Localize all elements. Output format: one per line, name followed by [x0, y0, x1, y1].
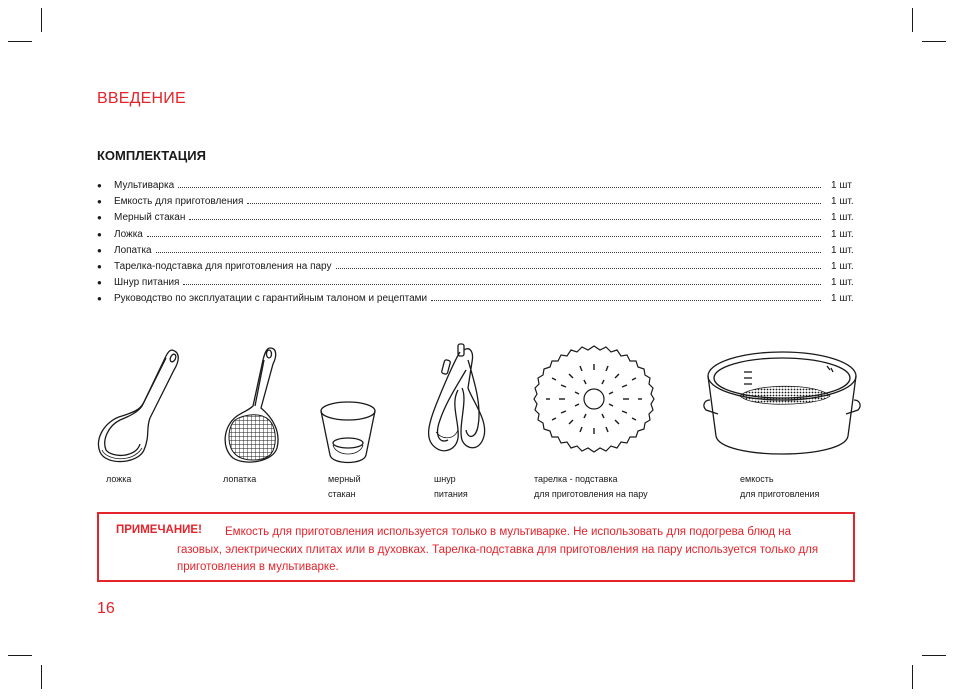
bullet-icon: ●	[97, 278, 102, 288]
crop-mark	[922, 41, 946, 42]
caption-line: питания	[434, 489, 468, 499]
note-label: ПРИМЕЧАНИЕ!	[116, 524, 202, 536]
illustration-caption	[740, 472, 819, 502]
section-title: ВВЕДЕНИЕ	[97, 90, 186, 107]
list-item	[97, 291, 857, 307]
item-name: Лопатка	[114, 244, 152, 256]
caption-line: ложка	[106, 474, 132, 484]
bullet-icon: ●	[97, 245, 102, 255]
caption-line: мерный	[328, 474, 361, 484]
crop-mark	[912, 8, 913, 32]
item-qty: 1 шт.	[831, 212, 854, 224]
item-name: Руководство по эксплуатации с гарантийным талоном и рецептами	[114, 293, 428, 305]
crop-mark	[912, 665, 913, 689]
item-qty: 1 шт	[831, 180, 852, 191]
steam-plate-icon	[528, 340, 660, 470]
bullet-icon: ●	[97, 294, 102, 304]
cooking-bowl-icon	[700, 340, 865, 470]
crop-mark	[41, 665, 42, 689]
crop-mark	[8, 41, 32, 42]
item-name: Мультиварка	[114, 180, 175, 191]
spatula-icon	[215, 340, 295, 470]
note-box	[97, 512, 855, 582]
item-qty: 1 шт.	[831, 244, 854, 256]
illustration-caption	[534, 472, 648, 502]
list-item	[97, 227, 857, 243]
bullet-icon: ●	[97, 229, 102, 239]
list-item	[97, 210, 857, 226]
dot-leader	[147, 236, 821, 237]
item-qty: 1 шт.	[831, 260, 854, 272]
list-item	[97, 194, 857, 210]
dot-leader	[431, 300, 821, 301]
item-name: Емкость для приготовления	[114, 196, 244, 208]
item-name: Тарелка-подставка для приготовления на пару	[114, 260, 332, 272]
item-name: Мерный стакан	[114, 212, 186, 224]
illustration-caption	[106, 472, 131, 487]
item-qty: 1 шт.	[831, 196, 854, 208]
dot-leader	[178, 187, 821, 188]
dot-leader	[247, 203, 821, 204]
item-qty: 1 шт.	[831, 228, 854, 240]
item-name: Шнур питания	[114, 277, 180, 289]
illustration-caption	[434, 472, 468, 502]
list-item	[97, 275, 857, 291]
item-qty: 1 шт.	[831, 293, 854, 305]
package-contents-heading: КОМПЛЕКТАЦИЯ	[97, 148, 206, 163]
dot-leader	[189, 219, 821, 220]
caption-line: стакан	[328, 489, 356, 499]
item-qty: 1 шт.	[831, 277, 854, 289]
list-item	[97, 178, 857, 194]
caption-line: для приготовления на пару	[534, 489, 648, 499]
illustration-caption	[328, 472, 361, 502]
illustration-caption	[223, 472, 256, 487]
list-item	[97, 259, 857, 275]
measuring-cup-icon	[316, 395, 380, 470]
dot-leader	[336, 268, 822, 269]
bullet-icon: ●	[97, 213, 102, 223]
crop-mark	[922, 655, 946, 656]
caption-line: для приготовления	[740, 489, 820, 499]
dot-leader	[156, 252, 821, 253]
bullet-icon: ●	[97, 197, 102, 207]
power-cord-icon	[418, 340, 498, 470]
bullet-icon: ●	[97, 261, 102, 271]
caption-line: тарелка - подставка	[534, 474, 618, 484]
caption-line: шнур	[434, 474, 456, 484]
crop-mark	[8, 655, 32, 656]
caption-line: лопатка	[223, 474, 257, 484]
note-text: Емкость для приготовления используется только в мультиварке. Не использовать для подогрева блюд на газовых, электрических плитах или в духовках. Тарелка-подставка для приготовления на пару используется только для приготовления в мультиварке.	[177, 526, 819, 573]
caption-line: емкость	[740, 474, 774, 484]
spoon-icon	[92, 340, 192, 470]
bullet-icon: ●	[97, 181, 102, 190]
item-name: Ложка	[114, 228, 143, 240]
page-number: 16	[97, 600, 115, 617]
list-item	[97, 243, 857, 259]
package-contents-list	[97, 178, 857, 308]
dot-leader	[183, 284, 821, 285]
crop-mark	[41, 8, 42, 32]
